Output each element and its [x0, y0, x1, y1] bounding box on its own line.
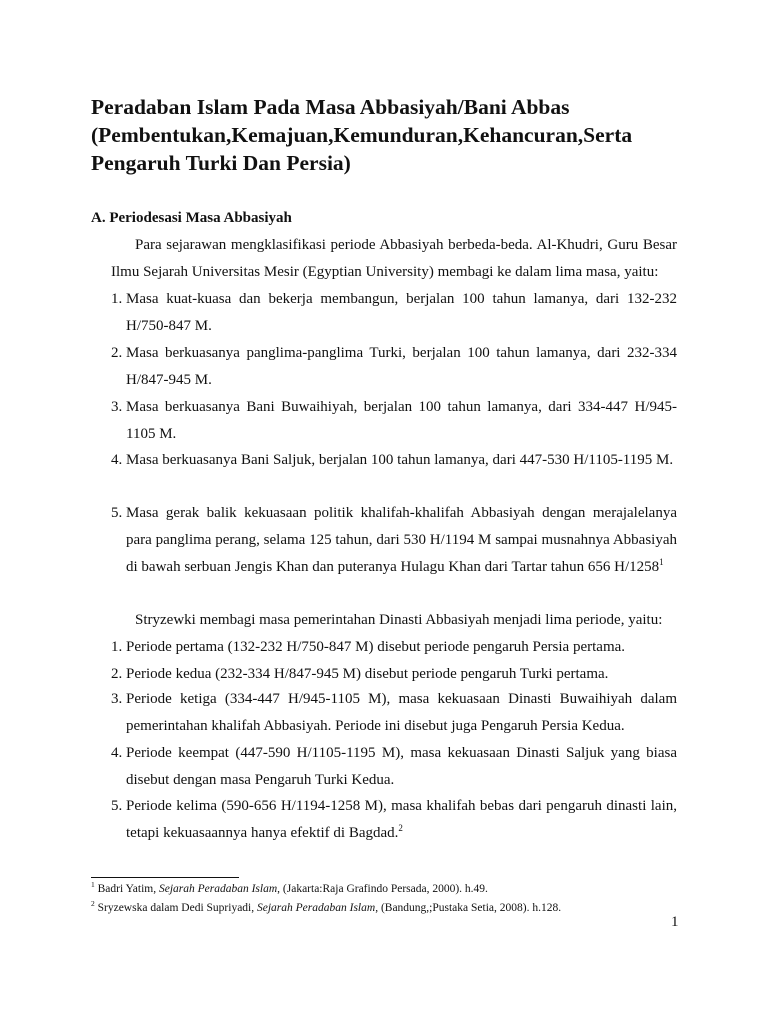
page-number: 1 [671, 914, 679, 930]
list-item [111, 286, 677, 340]
footnote-text: , (Bandung,;Pustaka Setia, 2008). h.128. [375, 902, 562, 914]
list-text: Periode pertama (132-232 H/750-847 M) disebut periode pengaruh Persia pertama. [126, 639, 626, 655]
list-text [126, 793, 677, 847]
footnote-separator [91, 877, 239, 878]
list-item [111, 740, 677, 794]
footnote-book-title: Sejarah Peradaban Islam [257, 902, 376, 914]
footnote-text: Sryzewska dalam Dedi Supriyadi, [94, 902, 257, 914]
list-item [111, 394, 677, 448]
list-number: 4. [111, 452, 126, 468]
list-item [111, 686, 677, 740]
stryzewki-intro-paragraph: Stryzewki membagi masa pemerintahan Dinasti Abbasiyah menjadi lima periode, yaitu: [135, 612, 663, 628]
footnote-text: Badri Yatim, [94, 883, 159, 895]
list-item [111, 661, 677, 688]
list-text: Masa berkuasanya panglima-panglima Turki, berjalan 100 tahun lamanya, dari 232-334 H/847-945 M. [126, 345, 677, 388]
list-text: Periode kedua (232-334 H/847-945 M) disebut periode pengaruh Turki pertama. [126, 666, 609, 682]
title-line-3: Pengaruh Turki Dan Persia) [91, 151, 351, 175]
list-text [126, 500, 677, 581]
list-number: 3. [111, 399, 126, 415]
list-text: Masa berkuasanya Bani Saljuk, berjalan 100 tahun lamanya, dari 447-530 H/1105-1195 M. [126, 452, 674, 468]
list-number: 2. [111, 345, 126, 361]
list-item [111, 793, 677, 847]
list-text-body: Periode kelima (590-656 H/1194-1258 M), masa khalifah bebas dari pengaruh dinasti lain, tetapi kekuasaannya hanya efektif di Bagdad. [126, 798, 677, 841]
list-text: Periode keempat (447-590 H/1105-1195 M), masa kekuasaan Dinasti Saljuk yang biasa disebut dengan masa Pengaruh Turki Kedua. [126, 745, 677, 788]
list-item [111, 500, 677, 581]
footnote-text: , (Jakarta:Raja Grafindo Persada, 2000). h.49. [277, 883, 488, 895]
document-title [91, 93, 691, 177]
list-number: 1. [111, 291, 126, 307]
footnote-ref-2: 2 [398, 823, 403, 833]
list-number: 2. [111, 666, 126, 682]
list-text: Masa kuat-kuasa dan bekerja membangun, berjalan 100 tahun lamanya, dari 132-232 H/750-847 M. [126, 291, 677, 334]
footnote-book-title: Sejarah Peradaban Islam [158, 883, 278, 895]
list-text: Periode ketiga (334-447 H/945-1105 M), masa kekuasaan Dinasti Buwaihiyah dalam pemerintahan khalifah Abbasiyah. Periode ini disebut juga Pengaruh Persia Kedua. [126, 691, 677, 734]
list-number: 4. [111, 745, 126, 761]
section-heading: A. Periodesasi Masa Abbasiyah [91, 210, 292, 226]
footnote-ref-1: 1 [659, 557, 664, 567]
list-number: 5. [111, 505, 126, 521]
list-number: 1. [111, 639, 126, 655]
footnote-mark: 2 [91, 899, 95, 909]
list-item [111, 447, 677, 474]
footnote-mark: 1 [91, 880, 95, 890]
title-line-1: Peradaban Islam Pada Masa Abbasiyah/Bani Abbas [91, 95, 570, 119]
footnote-1 [91, 881, 488, 897]
intro-paragraph: Para sejarawan mengklasifikasi periode Abbasiyah berbeda-beda. Al-Khudri, Guru Besar Ilmu Sejarah Universitas Mesir (Egyptian University) membagi ke dalam lima masa, yaitu: [111, 237, 677, 280]
list-item [111, 634, 677, 661]
list-text: Masa berkuasanya Bani Buwaihiyah, berjalan 100 tahun lamanya, dari 334-447 H/945-1105 M. [126, 399, 677, 442]
footnote-2 [91, 900, 561, 916]
list-text-body: Masa gerak balik kekuasaan politik khalifah-khalifah Abbasiyah dengan merajalelanya para panglima perang, selama 125 tahun, dari 530 H/1194 M sampai musnahnya Abbasiyah di bawah serbuan Jengis Khan dan puteranya Hulagu Khan dari Tartar tahun 656 H/1258 [126, 505, 677, 575]
list-number: 3. [111, 691, 126, 707]
title-line-2: (Pembentukan,Kemajuan,Kemunduran,Kehancuran,Serta [91, 123, 633, 147]
list-number: 5. [111, 798, 126, 814]
list-item [111, 340, 677, 394]
